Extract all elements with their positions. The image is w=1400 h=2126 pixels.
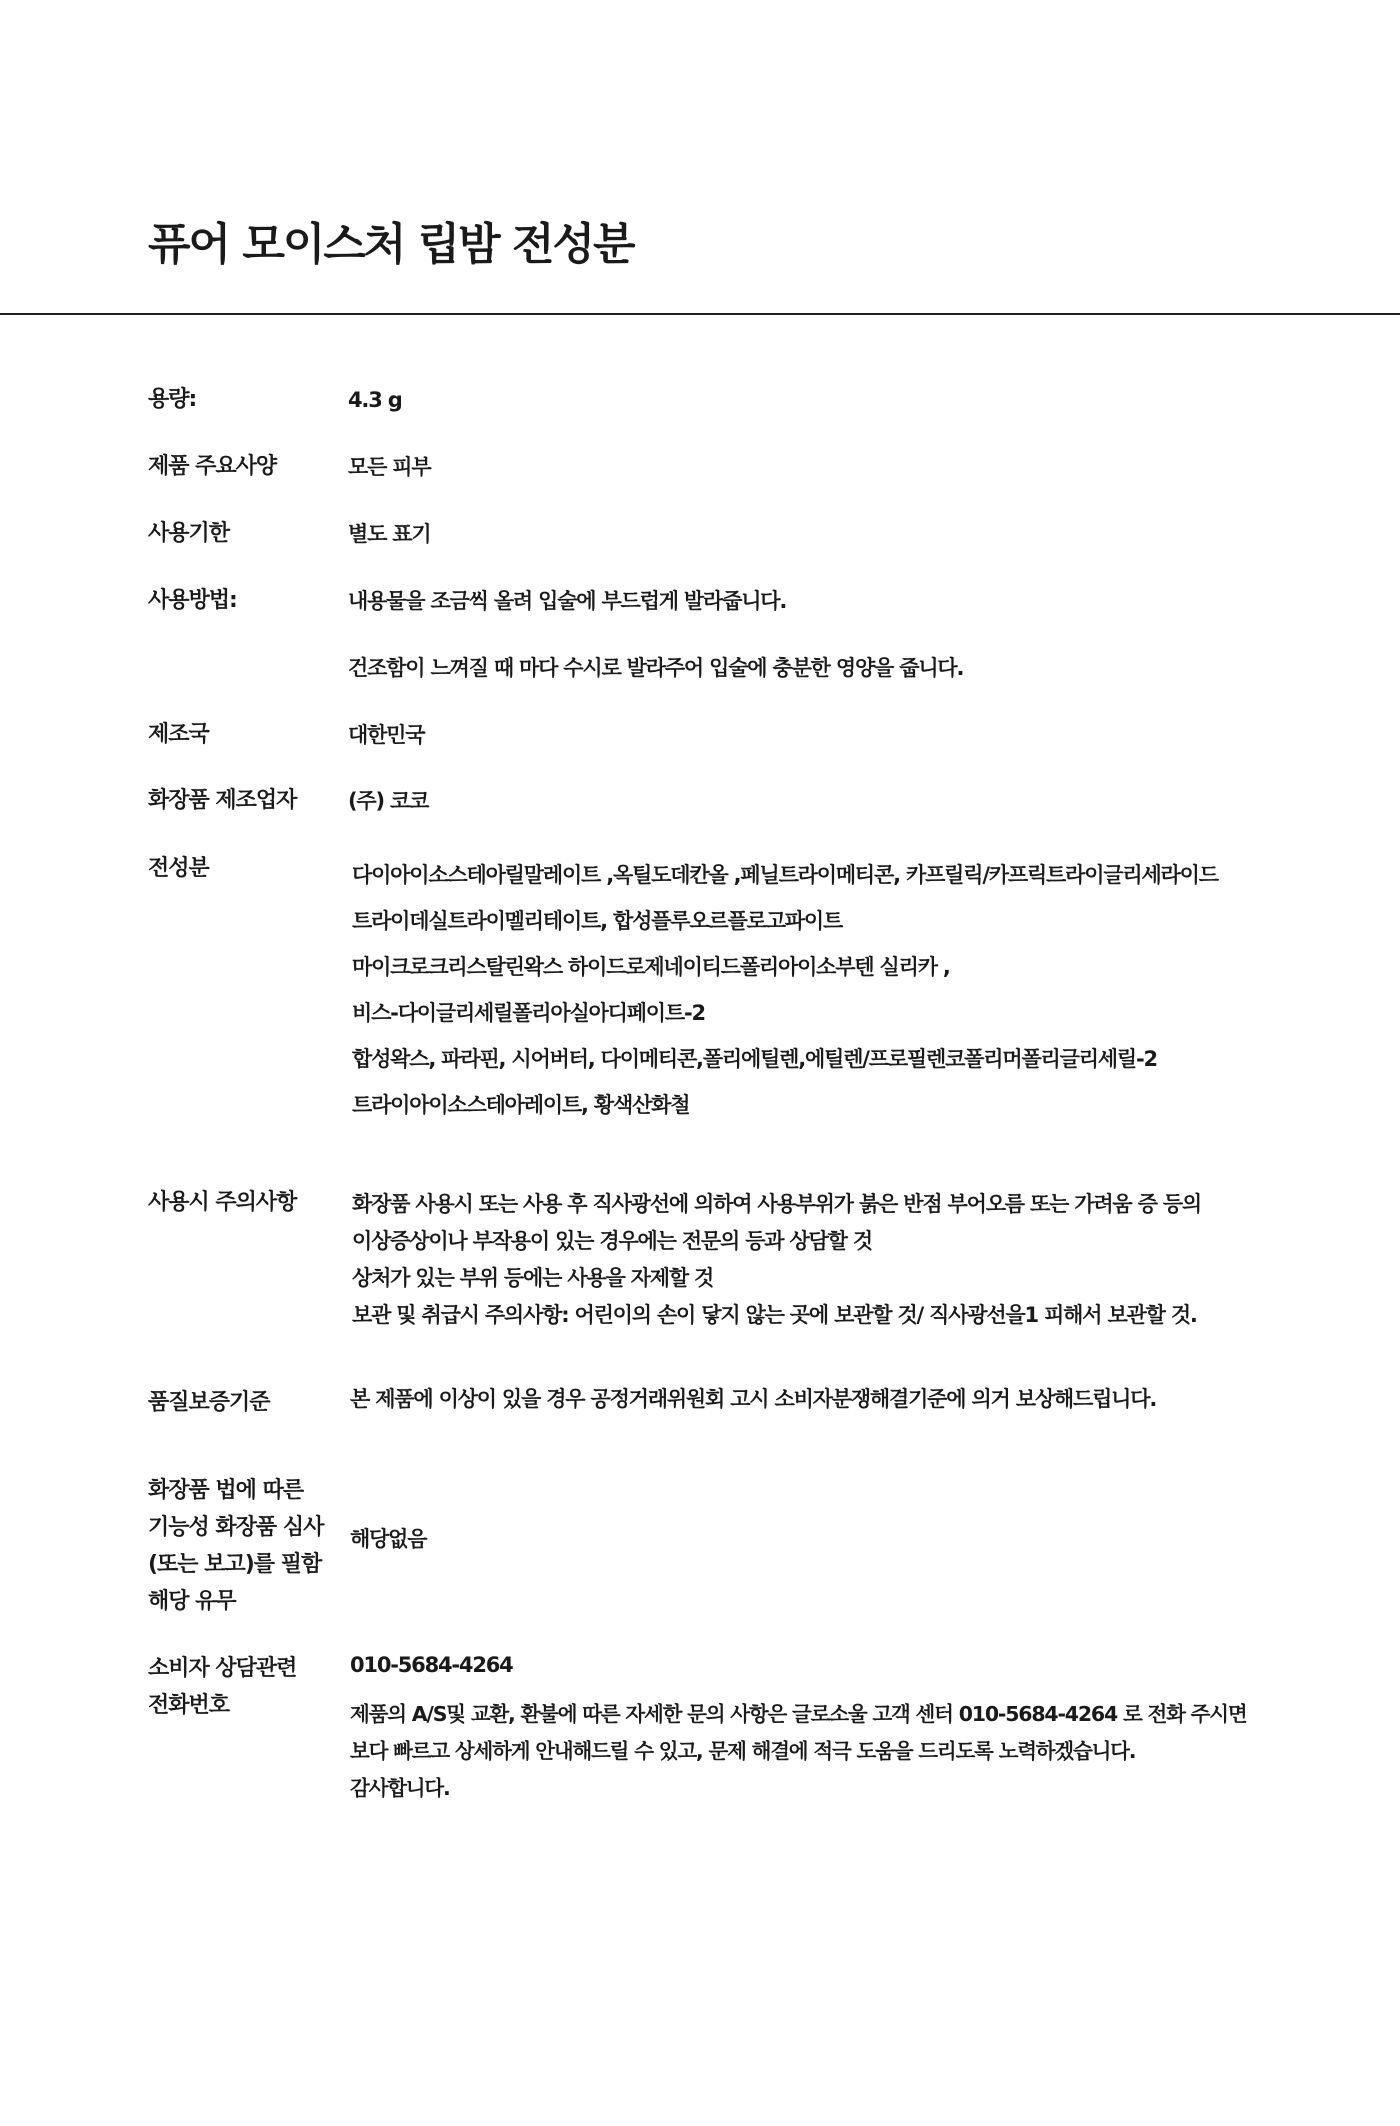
contact-notice-line: 감사합니다. bbox=[350, 1776, 450, 1800]
caution-line: 보관 및 취급시 주의사항: 어린이의 손이 닿지 않는 곳에 보관할 것/ 직사광선을1 피해서 보관할 것. bbox=[352, 1303, 1197, 1327]
usage-value bbox=[348, 584, 1348, 685]
usage-line: 내용물을 조금씩 올려 입술에 부드럽게 발라줍니다. bbox=[348, 589, 787, 613]
functional-label-line: 해당 유무 bbox=[148, 1589, 236, 1614]
ingredients-line: 트라이데실트라이멜리테이트, 합성플루오르플로고파이트 bbox=[352, 909, 843, 933]
usage-label: 사용방법: bbox=[148, 588, 237, 613]
functional-label bbox=[148, 1472, 348, 1620]
contact-label-line: 소비자 상담관련 bbox=[148, 1656, 297, 1681]
contact-label-line: 전화번호 bbox=[148, 1693, 230, 1718]
contact-notice bbox=[350, 1696, 1350, 1807]
ingredients-line: 비스-다이글리세릴폴리아실아디페이트-2 bbox=[352, 1001, 705, 1025]
volume-label: 용량: bbox=[148, 387, 197, 412]
contact-notice-line: 제품의 A/S및 교환, 환불에 따른 자세한 문의 사항은 글로소울 고객 센터 010-5684-4264 로 전화 주시면 bbox=[350, 1702, 1247, 1726]
manufacturer-value: (주) 코코 bbox=[348, 789, 429, 813]
volume-value: 4.3 g bbox=[348, 388, 402, 412]
manufacturer-label: 화장품 제조업자 bbox=[148, 788, 297, 813]
page-title: 퓨어 모이스처 립밤 전성분 bbox=[148, 219, 634, 270]
country-value: 대한민국 bbox=[348, 723, 425, 747]
caution-label: 사용시 주의사항 bbox=[148, 1190, 297, 1215]
title-divider bbox=[0, 313, 1400, 315]
caution-line: 이상증상이나 부작용이 있는 경우에는 전문의 등과 상담할 것 bbox=[352, 1229, 872, 1253]
quality-value: 본 제품에 이상이 있을 경우 공정거래위원회 고시 소비자분쟁해결기준에 의거 보상해드립니다. bbox=[350, 1387, 1157, 1411]
expiry-value: 별도 표기 bbox=[348, 522, 431, 546]
functional-value: 해당없음 bbox=[350, 1527, 427, 1551]
usage-line: 건조함이 느껴질 때 마다 수시로 발라주어 입술에 충분한 영양을 줍니다. bbox=[348, 656, 964, 680]
caution-value bbox=[352, 1186, 1352, 1334]
ingredients-line: 트라이아이소스테아레이트, 황색산화철 bbox=[352, 1093, 690, 1117]
main-spec-label: 제품 주요사양 bbox=[148, 454, 277, 479]
quality-label: 품질보증기준 bbox=[148, 1390, 270, 1415]
functional-label-line: 기능성 화장품 심사 bbox=[148, 1515, 324, 1540]
ingredients-line: 합성왁스, 파라핀, 시어버터, 다이메티콘,폴리에틸렌,에틸렌/프로필렌코폴리머폴리글리세릴-2 bbox=[352, 1047, 1157, 1071]
functional-label-line: 화장품 법에 따른 bbox=[148, 1478, 304, 1503]
ingredients-value bbox=[352, 852, 1352, 1128]
country-label: 제조국 bbox=[148, 722, 209, 747]
expiry-label: 사용기한 bbox=[148, 521, 230, 546]
contact-notice-line: 보다 빠르고 상세하게 안내해드릴 수 있고, 문제 해결에 적극 도움을 드리도록 노력하겠습니다. bbox=[350, 1739, 1136, 1763]
main-spec-value: 모든 피부 bbox=[348, 455, 431, 479]
contact-phone: 010-5684-4264 bbox=[350, 1653, 513, 1677]
ingredients-line: 다이아이소스테아릴말레이트 ,옥틸도데칸올 ,페닐트라이메티콘, 카프릴릭/카프릭트라이글리세라이드 bbox=[352, 863, 1218, 887]
functional-label-line: (또는 보고)를 필함 bbox=[148, 1552, 322, 1577]
contact-label bbox=[148, 1650, 348, 1724]
ingredients-label: 전성분 bbox=[148, 856, 209, 881]
caution-line: 상처가 있는 부위 등에는 사용을 자제할 것 bbox=[352, 1266, 714, 1290]
ingredients-line: 마이크로크리스탈린왁스 하이드로제네이티드폴리아이소부텐 실리카 , bbox=[352, 955, 950, 979]
caution-line: 화장품 사용시 또는 사용 후 직사광선에 의하여 사용부위가 붉은 반점 부어오름 또는 가려움 증 등의 bbox=[352, 1192, 1201, 1216]
